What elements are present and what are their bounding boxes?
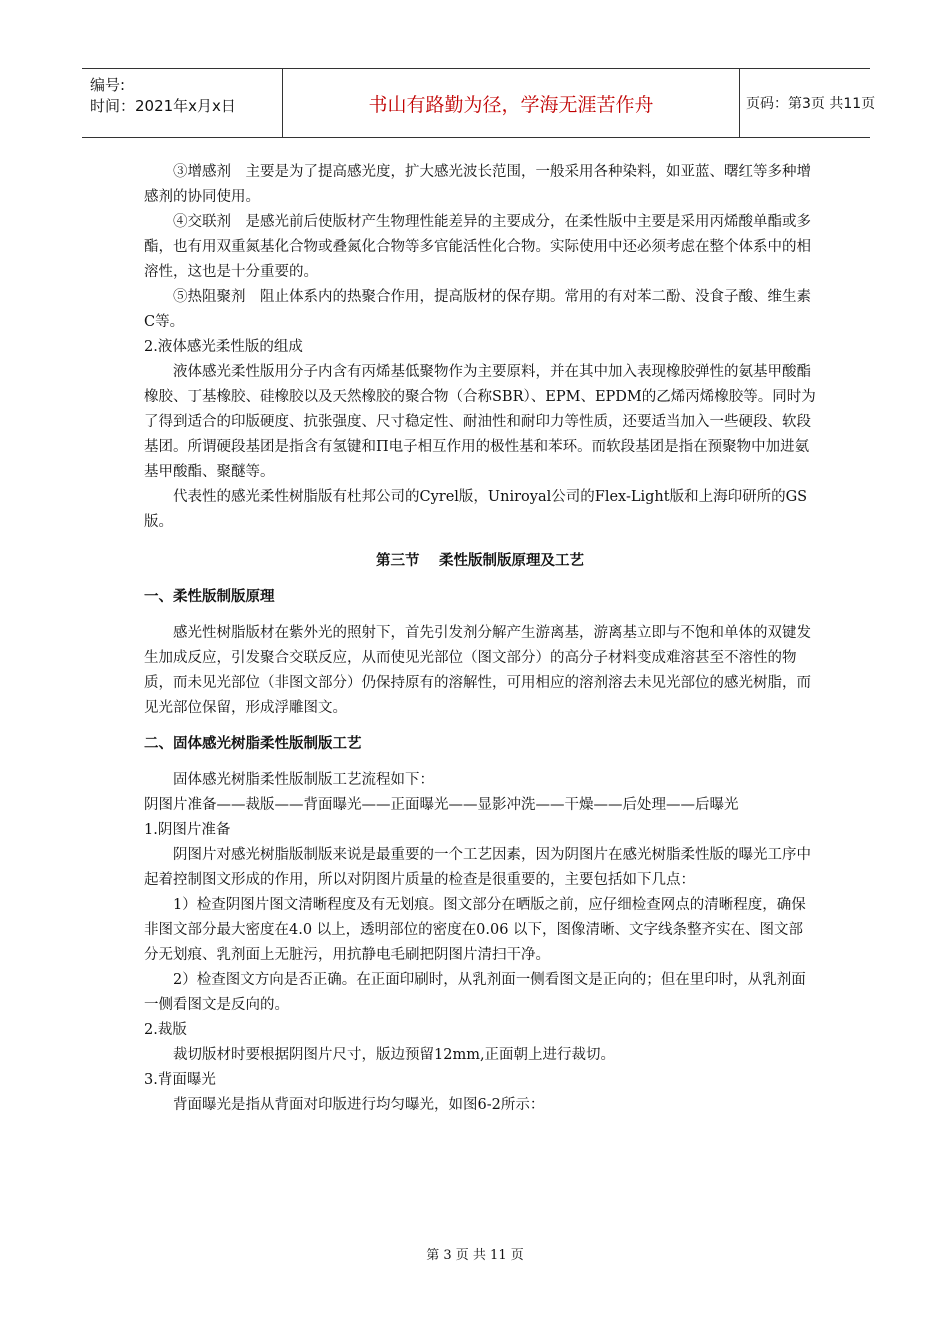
document-number-label: 编号:: [90, 76, 126, 94]
paragraph-process-intro: 固体感光树脂柔性版制版工艺流程如下：: [173, 772, 434, 788]
page-header: [82, 68, 876, 138]
header-meta: [82, 69, 282, 137]
paragraph-representative-plates: 代表性的感光柔性树脂版有杜邦公司的Cyrel版，Uniroyal公司的Flex-Light版和上海印研所的GS版。: [144, 489, 808, 530]
subheading-negative-prep: 1.阴图片准备: [144, 822, 231, 838]
paragraph-crosslinker: ④交联剂 是感光前后使版材产生物理性能差异的主要成分，在柔性版中主要是采用丙烯酸单酯或多酯，也有用双重氮基化合物或叠氮化合物等多官能活性化合物。实际使用中还必须考虑在整个体系中的相溶性，这也是十分重要的。: [144, 214, 811, 280]
paragraph-liquid-composition: 液体感光柔性版用分子内含有丙烯基低聚物作为主要原料，并在其中加入表现橡胶弹性的氨基甲酸酯橡胶、丁基橡胶、硅橡胶以及天然橡胶的聚合物（合称SBR）、EPM、EPDM的乙烯丙烯橡胶等。同时为了得到适合的印版硬度、抗张强度、尺寸稳定性、耐油性和耐印力等性质，还要适当加入一些硬段、软段基团。所谓硬段基团是指含有氢键和Π电子相互作用的极性基和苯环。而软段基团是指在预聚物中加进氨基甲酸酯、聚醚等。: [144, 364, 816, 480]
document-body: [144, 160, 816, 1118]
paragraph-process-flow: 阴图片准备——裁版——背面曝光——正面曝光——显影冲洗——干燥——后处理——后曝光: [144, 797, 739, 813]
paragraph-cutting: 裁切版材时要根据阴图片尺寸，版边预留12mm,正面朝上进行裁切。: [173, 1047, 616, 1063]
section-title: 第三节 柔性版制版原理及工艺: [375, 553, 585, 569]
list-item-check-clarity: 1）检查阴图片图文清晰程度及有无划痕。图文部分在晒版之前，应仔细检查网点的清晰程度，确保非图文部分最大密度在4.0 以上，透明部位的密度在0.06 以下，图像清晰、文字线条整齐实在、图文部分无划痕、乳剂面上无脏污，用抗静电毛刷把阴图片清扫干净。: [144, 897, 806, 963]
paragraph-inhibitor: ⑤热阻聚剂 阻止体系内的热聚合作用，提高版材的保存期。常用的有对苯二酚、没食子酸、维生素C等。: [144, 289, 811, 330]
subheading-cutting: 2.裁版: [144, 1022, 187, 1038]
paragraph-principle: 感光性树脂版材在紫外光的照射下，首先引发剂分解产生游离基，游离基立即与不饱和单体的双键发生加成反应，引发聚合交联反应，从而使见光部位（图文部分）的高分子材料变成难溶甚至不溶性的物质，而未见光部位（非图文部分）仍保持原有的溶解性，可用相应的溶剂溶去未见光部位的感光树脂，而见光部位保留，形成浮雕图文。: [144, 625, 811, 716]
document-date: 时间：2021年x月x日: [90, 97, 236, 115]
paragraph-back-exposure: 背面曝光是指从背面对印版进行均匀曝光，如图6-2所示：: [173, 1097, 545, 1113]
page-footer: 第 3 页 共 11 页: [426, 1248, 524, 1263]
paragraph-negative-prep: 阴图片对感光树脂版制版来说是最重要的一个工艺因素，因为阴图片在感光树脂柔性版的曝光工序中起着控制图文形成的作用，所以对阴图片质量的检查是很重要的，主要包括如下几点：: [144, 847, 811, 888]
header-motto: 书山有路勤为径，学海无涯苦作舟: [282, 69, 740, 137]
paragraph-sensitizer: ③增感剂 主要是为了提高感光度，扩大感光波长范围，一般采用各种染料，如亚蓝、曙红等多种增感剂的协同使用。: [144, 164, 811, 205]
subheading-principle: 一、柔性版制版原理: [144, 589, 275, 605]
subheading-process: 二、固体感光树脂柔性版制版工艺: [144, 736, 362, 752]
subheading-liquid-composition: 2.液体感光柔性版的组成: [144, 339, 303, 355]
header-page-info: 页码：第3页 共11页: [746, 96, 876, 112]
list-item-check-direction: 2）检查图文方向是否正确。在正面印刷时，从乳剂面一侧看图文是正向的；但在里印时，从乳剂面一侧看图文是反向的。: [144, 972, 806, 1013]
subheading-back-exposure: 3.背面曝光: [144, 1072, 216, 1088]
